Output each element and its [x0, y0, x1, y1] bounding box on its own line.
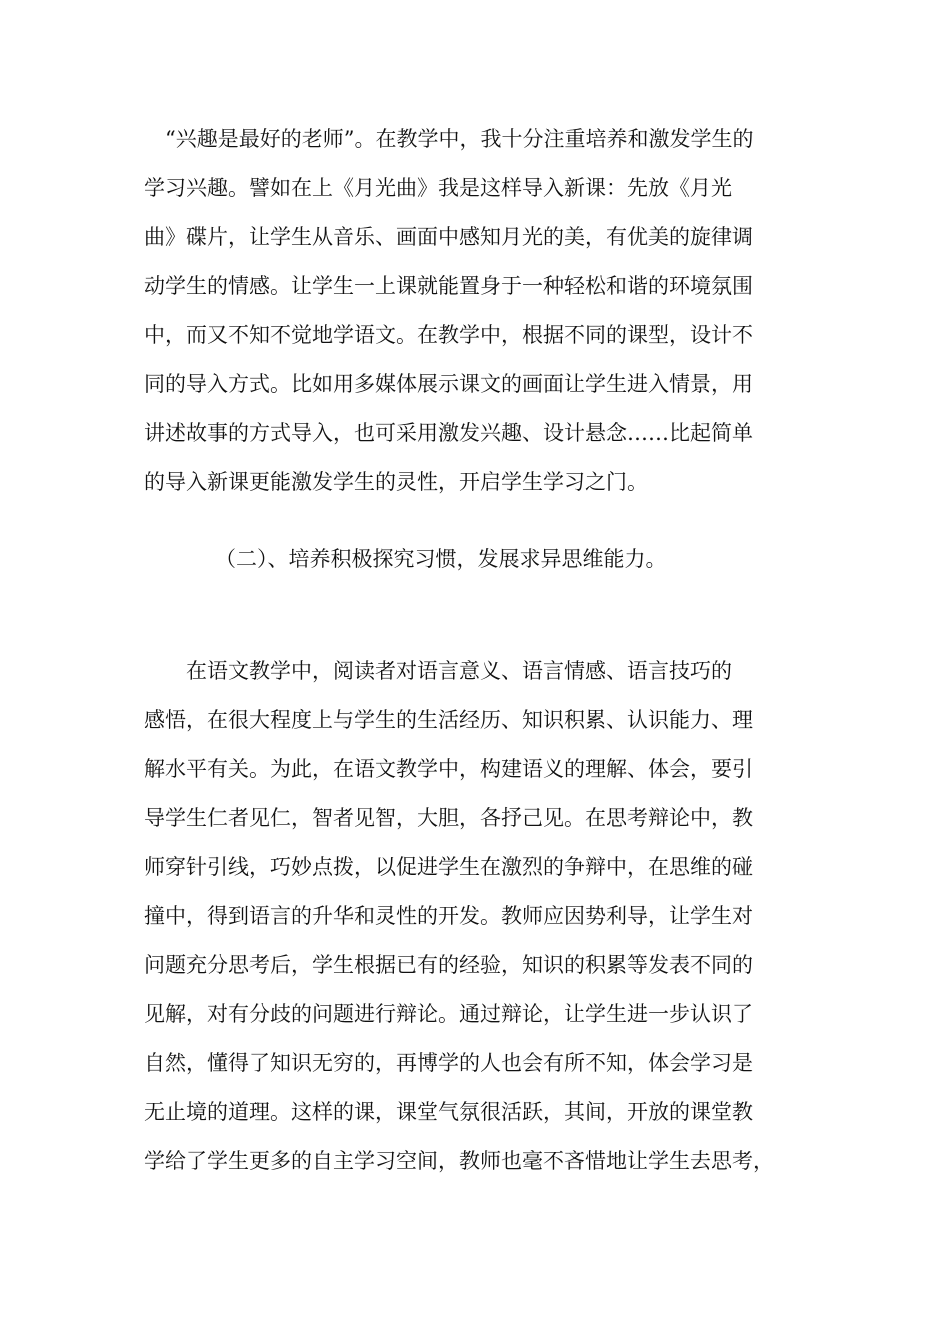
paragraph-line: “兴趣是最好的老师”。在教学中，我十分注重培养和激发学生的: [144, 127, 754, 151]
paragraph-line: 解水平有关。为此，在语文教学中，构建语义的理解、体会，要引: [144, 757, 753, 781]
paragraph-line: 曲》碟片，让学生从音乐、画面中感知月光的美，有优美的旋律调: [144, 225, 753, 249]
paragraph-line: 见解，对有分歧的问题进行辩论。通过辩论，让学生进一步认识了: [144, 1002, 753, 1026]
paragraph-line: 的导入新课更能激发学生的灵性，开启学生学习之门。: [144, 470, 648, 494]
paragraph-line: 无止境的道理。这样的课，课堂气氛很活跃，其间，开放的课堂教: [144, 1100, 753, 1124]
paragraph-line: 师穿针引线，巧妙点拨，以促进学生在激烈的争辩中，在思维的碰: [144, 855, 753, 879]
paragraph-line: 中，而又不知不觉地学语文。在教学中，根据不同的课型，设计不: [144, 323, 753, 347]
paragraph-line: 问题充分思考后，学生根据已有的经验，知识的积累等发表不同的: [144, 953, 753, 977]
paragraph-line: 自然，懂得了知识无穷的，再博学的人也会有所不知，体会学习是: [144, 1051, 753, 1075]
paragraph-line: 感悟，在很大程度上与学生的生活经历、知识积累、认识能力、理: [144, 708, 753, 732]
paragraph-line: 动学生的情感。让学生一上课就能置身于一种轻松和谐的环境氛围: [144, 274, 753, 298]
paragraph-line: 讲述故事的方式导入，也可采用激发兴趣、设计悬念……比起简单: [144, 421, 753, 445]
paragraph-line: 学给了学生更多的自主学习空间，教师也毫不吝惜地让学生去思考，: [144, 1149, 774, 1173]
section-heading: （二）、培养积极探究习惯，发展求异思维能力。: [215, 547, 667, 571]
paragraph-line: 撞中，得到语言的升华和灵性的开发。教师应因势利导，让学生对: [144, 904, 753, 928]
paragraph-line: 同的导入方式。比如用多媒体展示课文的画面让学生进入情景，用: [144, 372, 753, 396]
paragraph-line: 学习兴趣。譬如在上《月光曲》我是这样导入新课：先放《月光: [144, 176, 732, 200]
paragraph-line: 导学生仁者见仁，智者见智，大胆，各抒己见。在思考辩论中，教: [144, 806, 753, 830]
paragraph-line: 在语文教学中，阅读者对语言意义、语言情感、语言技巧的: [144, 659, 732, 683]
